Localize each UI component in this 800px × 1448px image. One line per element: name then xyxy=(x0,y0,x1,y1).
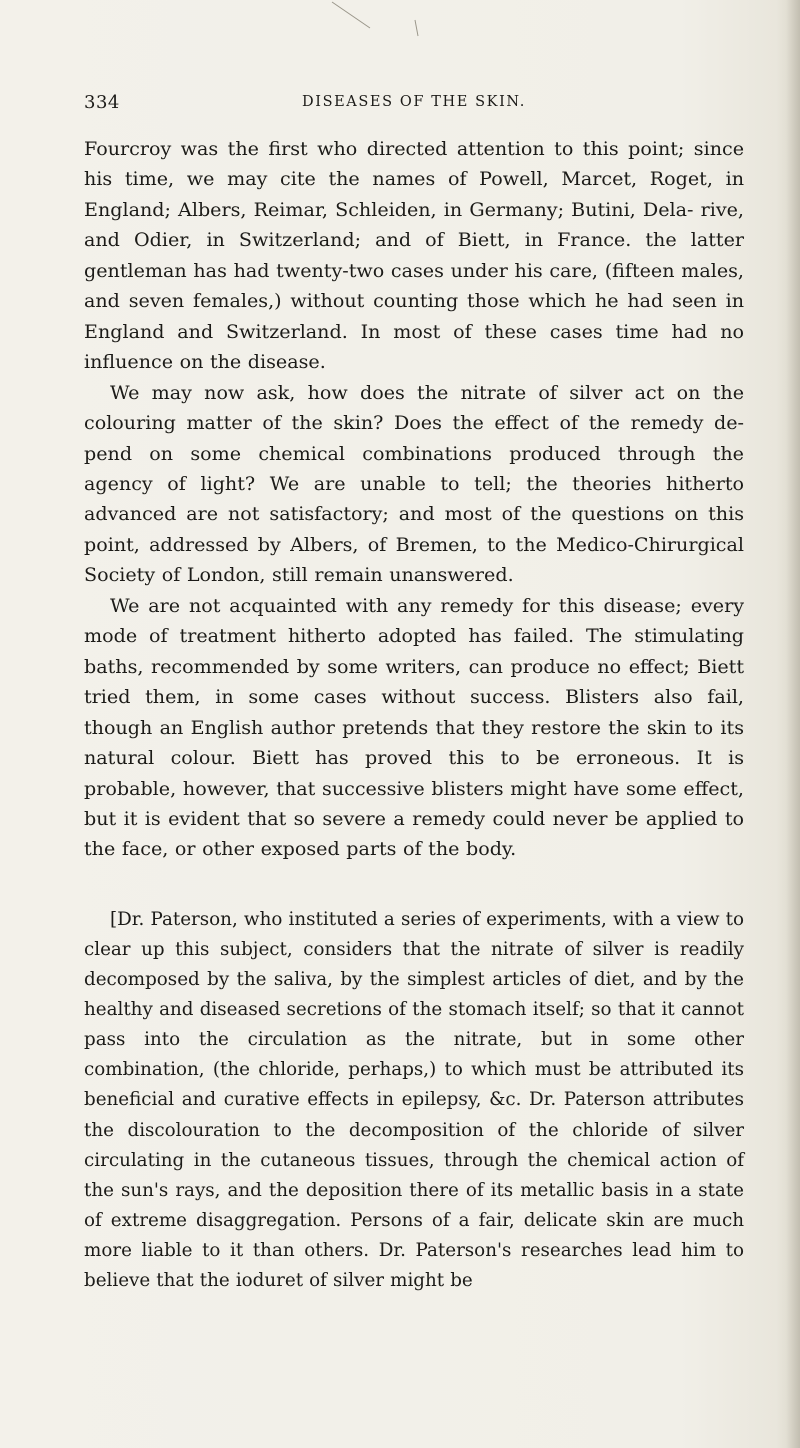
page-number: 334 xyxy=(84,92,120,113)
running-head: DISEASES OF THE SKIN. xyxy=(302,94,526,110)
page-edge-shadow xyxy=(786,0,800,1448)
paragraph-2: We may now ask, how does the nitrate of silver act on the colouring matter of the skin? Does the effect of the remedy de- pend on some chemical combinations produced through the agency of light? We are unable to tell; the theories hitherto advanced are not satisfactory; and most of the questions on this point, addressed by Albers, of Bremen, to the Medico-Chirurgical Society of London, still remain unanswered. xyxy=(84,380,744,587)
paragraph-4-note: [Dr. Paterson, who instituted a series of experiments, with a view to clear up this subject, considers that the nitrate of silver is readily decomposed by the saliva, by the simplest articles of diet, and by the healthy and diseased secretions of the stomach itself; so that it cannot pass into the circulation as the nitrate, but in some other combination, (the chloride, perhaps,) to which must be attributed its beneficial and curative effects in epilepsy, &c. Dr. Paterson attributes the discolouration to the decomposition of the chloride of silver circulating in the cutaneous tissues, through the chemical action of the sun's rays, and the deposition there of its metallic basis in a state of extreme disaggregation. Persons of a fair, delicate skin are much more liable to it than others. Dr. Paterson's researches lead him to believe that the ioduret of silver might be xyxy=(84,908,744,1291)
scan-artifact-mark xyxy=(330,0,440,40)
page-body xyxy=(84,134,744,1296)
page-header xyxy=(84,92,744,116)
paragraph-3: We are not acquainted with any remedy for this disease; every mode of treatment hitherto adopted has failed. The stimulating baths, recommended by some writers, can produce no effect; Biett tried them, in some cases without success. Blisters also fail, though an English author pretends that they restore the skin to its natural colour. Biett has proved this to be erroneous. It is probable, however, that successive blisters might have some effect, but it is evident that so severe a remedy could never be applied to the face, or other exposed parts of the body. xyxy=(84,593,744,861)
paragraph-1: Fourcroy was the first who directed attention to this point; since his time, we may cite the names of Powell, Marcet, Roget, in England; Albers, Reimar, Schleiden, in Germany; Butini, Dela- rive, and Odier, in Switzerland; and of Biett, in France. the latter gentleman has had twenty-two cases under his care, (fifteen males, and seven females,) without counting those which he had seen in England and Switzerland. In most of these cases time had no influence on the disease. xyxy=(84,137,744,374)
